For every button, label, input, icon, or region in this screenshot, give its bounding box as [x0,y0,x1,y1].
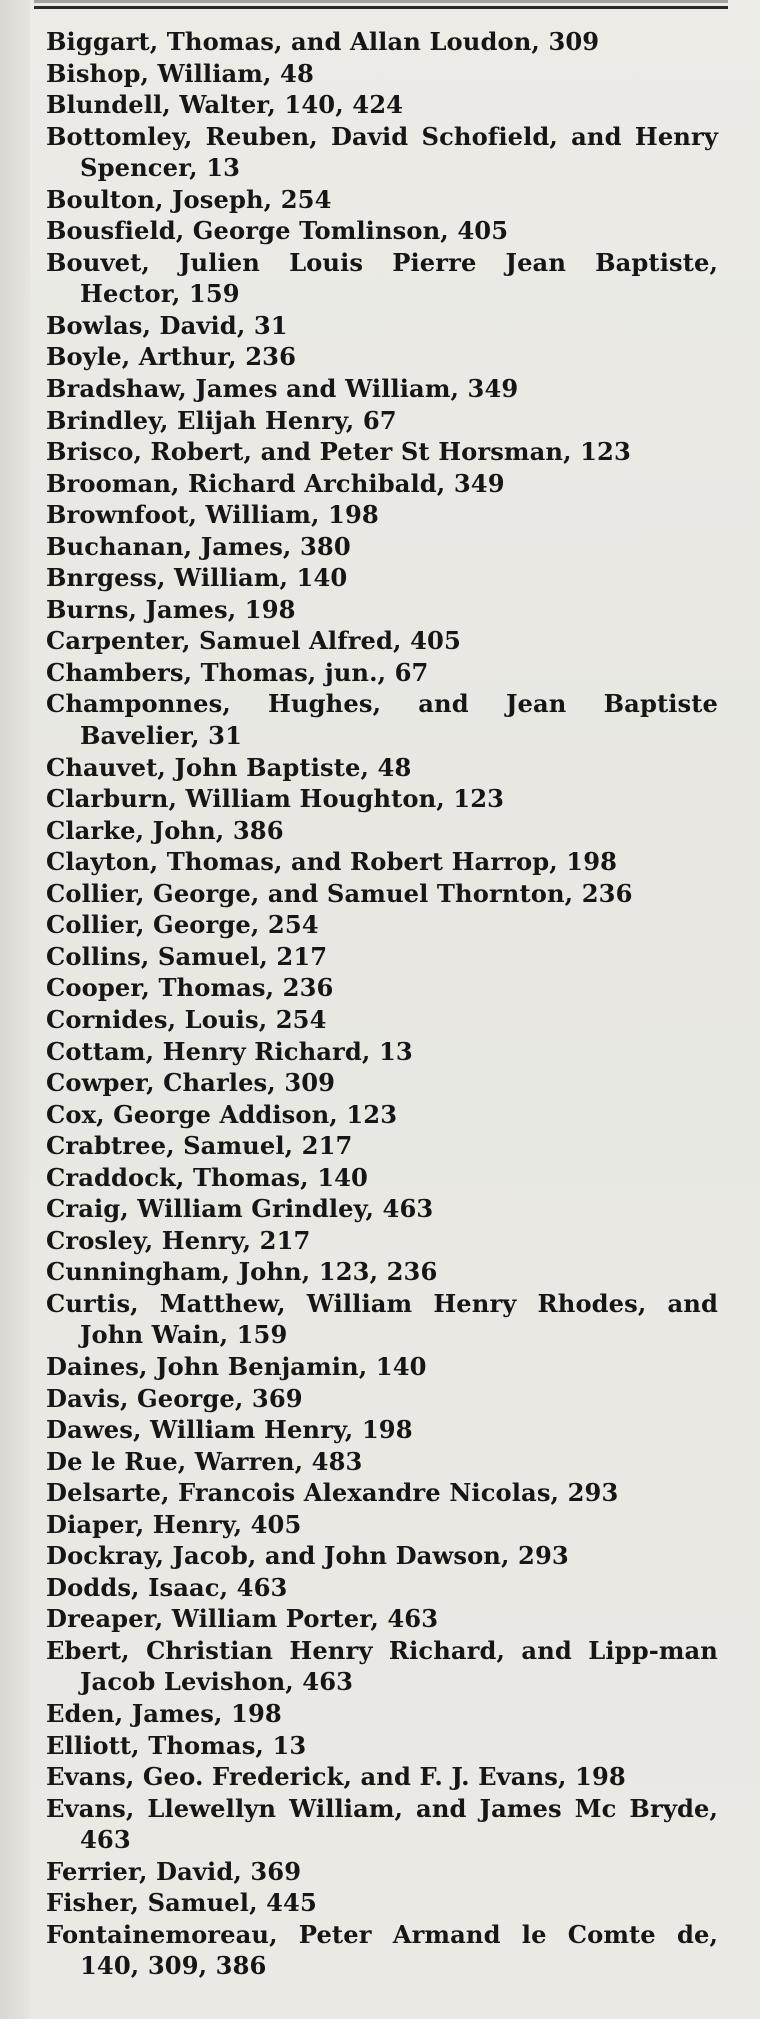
index-entry: Bnrgess, William, 140 [46,563,348,593]
index-entry: Cox, George Addison, 123 [46,1099,398,1129]
index-entry: De le Rue, Warren, 483 [46,1446,363,1476]
index-entry: Diaper, Henry, 405 [46,1509,302,1539]
index-entry: Collier, George, and Samuel Thornton, 236 [46,878,633,908]
index-entry: Clarke, John, 386 [46,815,284,845]
index-entry: Ferrier, David, 369 [46,1856,302,1886]
index-entry: Chauvet, John Baptiste, 48 [46,752,412,782]
index-entry: Curtis, Matthew, William Henry Rhodes, and John Wain, 159 [46,1288,718,1350]
index-entry: Cunningham, John, 123, 236 [46,1257,438,1287]
index-entry: Bottomley, Reuben, David Schofield, and Henry Spencer, 13 [46,121,718,183]
index-entry: Crosley, Henry, 217 [46,1225,311,1255]
index-entry: Fontainemoreau, Peter Armand le Comte de, 140, 309, 386 [46,1919,718,1981]
index-entry: Bousfield, George Tomlinson, 405 [46,216,509,246]
index-entry: Delsarte, Francois Alexandre Nicolas, 293 [46,1478,619,1508]
index-entry: Fisher, Samuel, 445 [46,1888,317,1918]
index-entry: Dodds, Isaac, 463 [46,1572,288,1602]
index-entry: Clarburn, William Houghton, 123 [46,784,505,814]
index-entry: Burns, James, 198 [46,594,296,624]
index-entry: Eden, James, 198 [46,1698,282,1728]
index-entry: Davis, George, 369 [46,1383,303,1413]
top-rule [34,0,728,9]
index-entry: Carpenter, Samuel Alfred, 405 [46,626,461,656]
index-entry: Buchanan, James, 380 [46,531,351,561]
index-entry: Cottam, Henry Richard, 13 [46,1036,413,1066]
index-entry: Clayton, Thomas, and Robert Harrop, 198 [46,847,618,877]
index-entry: Craddock, Thomas, 140 [46,1162,368,1192]
name-index-list [46,26,718,1982]
index-entry: Dreaper, William Porter, 463 [46,1604,439,1634]
index-entry: Ebert, Christian Henry Richard, and Lipp-man Jacob Levishon, 463 [46,1635,718,1697]
index-entry: Brisco, Robert, and Peter St Horsman, 123 [46,437,631,467]
index-entry: Daines, John Benjamin, 140 [46,1351,427,1381]
index-entry: Cowper, Charles, 309 [46,1068,336,1098]
index-entry: Dockray, Jacob, and John Dawson, 293 [46,1541,569,1571]
index-entry: Chambers, Thomas, jun., 67 [46,657,429,687]
index-entry: Bradshaw, James and William, 349 [46,374,519,404]
index-entry: Crabtree, Samuel, 217 [46,1131,353,1161]
index-entry: Champonnes, Hughes, and Jean Baptiste Bavelier, 31 [46,689,718,751]
index-entry: Bouvet, Julien Louis Pierre Jean Baptiste, Hector, 159 [46,247,718,309]
index-entry: Boyle, Arthur, 236 [46,342,297,372]
page-margin-shadow [0,0,30,2019]
index-entry: Boulton, Joseph, 254 [46,184,332,214]
index-entry: Cornides, Louis, 254 [46,1004,327,1034]
index-entry: Brooman, Richard Archibald, 349 [46,468,505,498]
index-entry: Brindley, Elijah Henry, 67 [46,405,397,435]
index-entry: Dawes, William Henry, 198 [46,1415,413,1445]
index-entry: Craig, William Grindley, 463 [46,1194,434,1224]
index-entry: Blundell, Walter, 140, 424 [46,90,404,120]
index-entry: Collins, Samuel, 217 [46,941,328,971]
index-entry: Bishop, William, 48 [46,58,314,88]
index-entry: Collier, George, 254 [46,910,319,940]
index-entry: Cooper, Thomas, 236 [46,973,334,1003]
index-entry: Biggart, Thomas, and Allan Loudon, 309 [46,27,600,56]
index-entry: Bowlas, David, 31 [46,310,288,340]
index-entry: Brownfoot, William, 198 [46,500,379,530]
index-entry: Elliott, Thomas, 13 [46,1730,307,1760]
index-entry: Evans, Geo. Frederick, and F. J. Evans, 198 [46,1762,626,1792]
index-entry: Evans, Llewellyn William, and James Mc Bryde, 463 [46,1793,718,1855]
